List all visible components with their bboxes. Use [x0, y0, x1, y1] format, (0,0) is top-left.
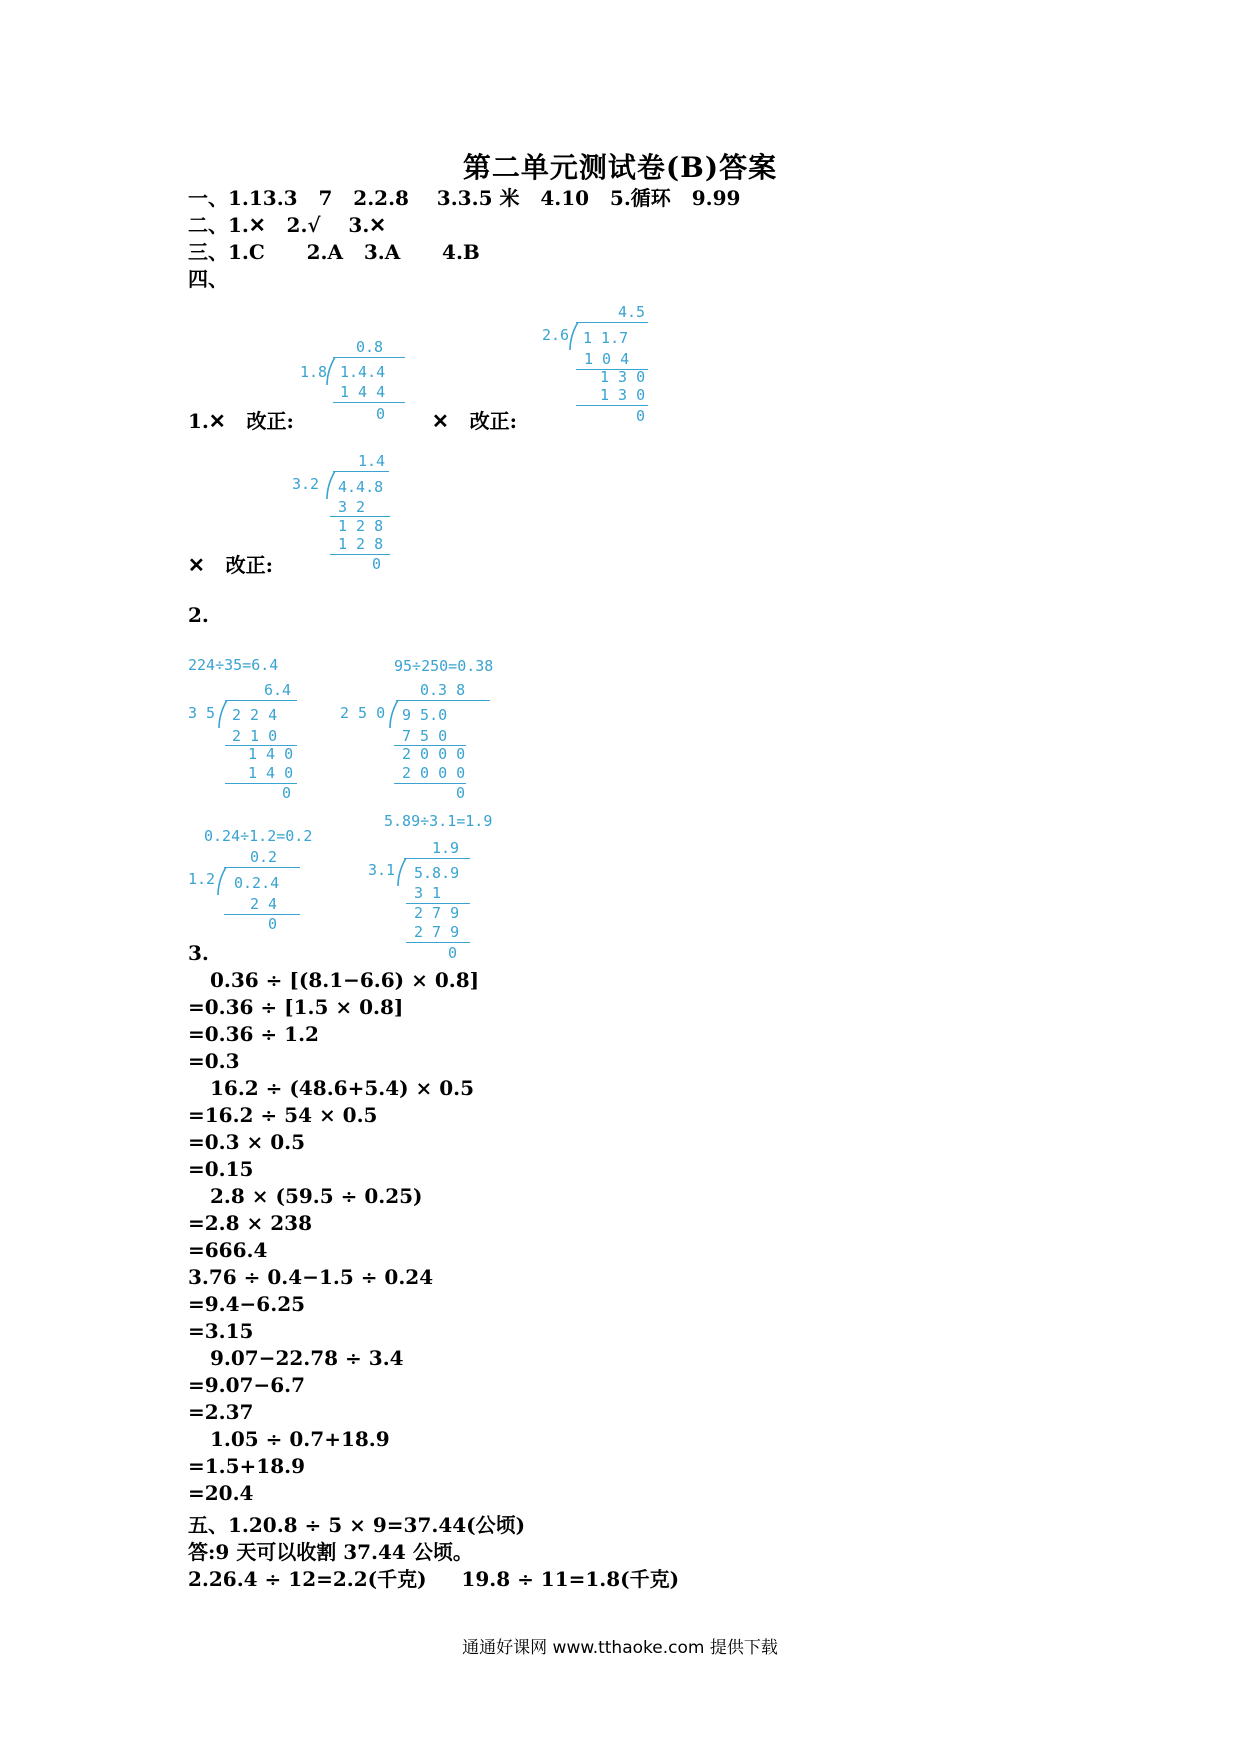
remainder: 0: [376, 405, 386, 423]
subtract-1: 2 1 0: [232, 727, 278, 745]
division-bracket: [217, 700, 229, 730]
dividend: 9 5.0: [402, 706, 448, 724]
subtract-2: 2 7 9: [414, 923, 460, 941]
calc-line: =9.4−6.25: [188, 1292, 306, 1316]
remainder: 0: [456, 784, 466, 802]
division-bar: [396, 700, 490, 701]
calc-line: =666.4: [188, 1238, 268, 1262]
section-5-answer: 答:9 天可以收割 37.44 公顷。: [188, 1540, 473, 1564]
division-bar: [333, 471, 389, 472]
calc-line: =16.2 ÷ 54 × 0.5: [188, 1103, 378, 1127]
dividend: 5.8.9: [414, 864, 460, 882]
division-bracket: [216, 867, 228, 897]
result-line: [576, 405, 648, 406]
subtract-1: 3 2: [338, 498, 366, 516]
section-1-answers: 一、1.13.3 7 2.2.8 3.3.5 米 4.10 5.循环 9.99: [188, 186, 741, 210]
calc-line: =20.4: [188, 1481, 254, 1505]
calc-line: 9.07−22.78 ÷ 3.4: [210, 1346, 404, 1370]
divisor: 1.8: [300, 363, 328, 381]
remainder: 0: [268, 915, 278, 933]
step-2: 1 3 0: [600, 368, 646, 386]
equation: 224÷35=6.4: [188, 656, 279, 674]
calc-line: =0.36 ÷ 1.2: [188, 1022, 319, 1046]
equation: 5.89÷3.1=1.9: [384, 812, 493, 830]
division-bar: [224, 867, 300, 868]
division-bracket: [325, 471, 337, 501]
divisor: 2.6: [542, 326, 570, 344]
division-bar: [225, 700, 297, 701]
calc-line: =0.3 × 0.5: [188, 1130, 306, 1154]
divisor: 1.2: [188, 870, 216, 888]
calc-line: 0.36 ÷ [(8.1−6.6) × 0.8]: [210, 968, 480, 992]
step-2: 1 2 8: [338, 517, 384, 535]
division-bracket: [568, 322, 580, 352]
calc-line: =0.15: [188, 1157, 254, 1181]
dividend: 4.4.8: [338, 478, 384, 496]
division-bar: [333, 357, 405, 358]
calc-line: =3.15: [188, 1319, 254, 1343]
result-line: [333, 402, 405, 403]
remainder: 0: [372, 555, 382, 573]
subtract-2: 2 0 0 0: [402, 764, 466, 782]
dividend: 2 2 4: [232, 706, 278, 724]
q3-label: 3.: [188, 941, 209, 965]
footer-credit: 通通好课网 www.tthaoke.com 提供下载: [462, 1638, 778, 1658]
step-2: 2 7 9: [414, 904, 460, 922]
remainder: 0: [636, 407, 646, 425]
calc-line: 1.05 ÷ 0.7+18.9: [210, 1427, 390, 1451]
quotient: 1.9: [432, 839, 460, 857]
subtract-2: 1 4 0: [248, 764, 294, 782]
calc-line: =2.8 × 238: [188, 1211, 312, 1235]
dividend: 0.2.4: [234, 874, 280, 892]
calc-line: =0.36 ÷ [1.5 × 0.8]: [188, 995, 404, 1019]
quotient: 1.4: [358, 452, 386, 470]
subtract-1: 3 1: [414, 884, 442, 902]
calc-line: =1.5+18.9: [188, 1454, 306, 1478]
division-bracket: [388, 700, 400, 730]
calc-line: =9.07−6.7: [188, 1373, 306, 1397]
subtract-2: 1 3 0: [600, 386, 646, 404]
calc-line: 3.76 ÷ 0.4−1.5 ÷ 0.24: [188, 1265, 434, 1289]
section-3-answers: 三、1.C 2.A 3.A 4.B: [188, 240, 480, 264]
result-line: [224, 914, 300, 915]
dividend: 1 1.7: [583, 329, 629, 347]
equation: 95÷250=0.38: [394, 657, 494, 675]
divisor: 3.2: [292, 475, 320, 493]
section-5-line-3: 2.26.4 ÷ 12=2.2(千克) 19.8 ÷ 11=1.8(千克): [188, 1567, 680, 1591]
section-2-answers: 二、1.✕ 2.√ 3.✕: [188, 213, 387, 237]
step-2: 1 4 0: [248, 745, 294, 763]
page-title: 第二单元测试卷(B)答案: [462, 151, 778, 184]
section-4-label: 四、: [188, 267, 228, 291]
remainder: 0: [282, 784, 292, 802]
subtract-2: 1 2 8: [338, 535, 384, 553]
subtract-1: 2 4: [250, 895, 278, 913]
q1-mark-2: ✕ 改正:: [432, 409, 518, 433]
division-bar: [404, 858, 470, 859]
divisor: 3.1: [368, 861, 396, 879]
subtract-1: 1 4 4: [340, 383, 386, 401]
calc-line: =2.37: [188, 1400, 254, 1424]
division-bar: [576, 322, 648, 323]
quotient: 0.3 8: [420, 681, 466, 699]
q1-mark-1: 1.✕ 改正:: [188, 409, 294, 433]
subtract-1: 1 0 4: [584, 350, 630, 368]
result-line: [406, 942, 470, 943]
divisor: 3 5: [188, 704, 216, 722]
q2-label: 2.: [188, 603, 209, 627]
equation: 0.24÷1.2=0.2: [204, 827, 313, 845]
quotient: 4.5: [618, 303, 646, 321]
remainder: 0: [448, 944, 458, 962]
subtract-1: 7 5 0: [402, 727, 448, 745]
q1-mark-3: ✕ 改正:: [188, 553, 274, 577]
step-2: 2 0 0 0: [402, 745, 466, 763]
divisor: 2 5 0: [340, 704, 386, 722]
quotient: 0.2: [250, 848, 278, 866]
calc-line: =0.3: [188, 1049, 240, 1073]
calc-line: 16.2 ÷ (48.6+5.4) × 0.5: [210, 1076, 475, 1100]
quotient: 6.4: [264, 681, 292, 699]
dividend: 1.4.4: [340, 363, 386, 381]
calc-line: 2.8 × (59.5 ÷ 0.25): [210, 1184, 423, 1208]
division-bracket: [396, 858, 408, 888]
section-5-line-1: 五、1.20.8 ÷ 5 × 9=37.44(公顷): [188, 1513, 526, 1537]
quotient: 0.8: [356, 338, 384, 356]
